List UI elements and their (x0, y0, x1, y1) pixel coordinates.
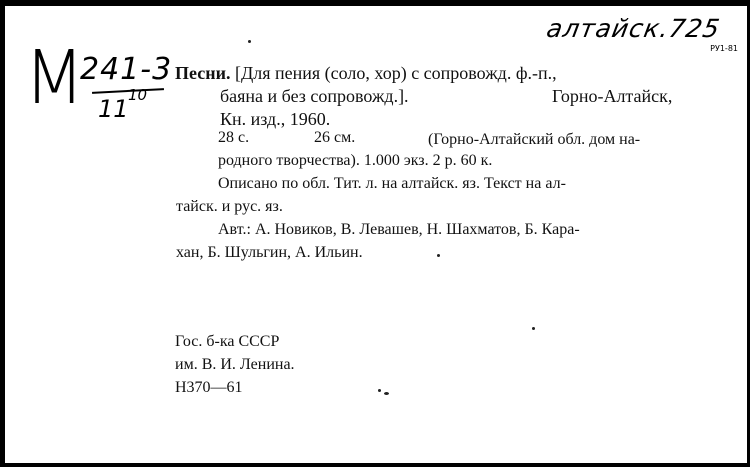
entry-line-2: баяна и без сопровожд.]. (220, 86, 409, 106)
speck (378, 389, 381, 392)
collation-line-2: родного творчества). 1.000 экз. 2 р. 60 к. (218, 152, 493, 169)
note-line-1: Описано по обл. Тит. л. на алтайск. яз. Текст на ал- (218, 175, 566, 192)
collation-size: 26 см. (314, 129, 356, 146)
handwritten-shelf-letter: М (24, 35, 85, 121)
handwritten-shelf-code-top: 241-3 (80, 52, 173, 87)
authors-line-1: Авт.: А. Новиков, В. Левашев, Н. Шахматов, Б. Кара- (218, 221, 580, 238)
speck (532, 327, 535, 330)
handwritten-top-note: алтайск.725 (544, 14, 723, 43)
collation-pages: 28 с. (218, 129, 250, 146)
note-line-2: тайск. и рус. яз. (176, 198, 283, 215)
speck (437, 254, 440, 257)
collation-publisher: (Горно-Алтайский обл. дом на- (428, 131, 641, 148)
library-line-3: Н370—61 (175, 379, 243, 396)
speck (248, 40, 251, 43)
library-line-2: им. В. И. Ленина. (175, 356, 295, 373)
speck (384, 392, 389, 395)
entry-line-2-place: Горно-Алтайск, (552, 86, 673, 106)
authors-line-2: хан, Б. Шульгин, А. Ильин. (176, 244, 363, 261)
handwritten-shelf-code-sup: 10 (128, 86, 148, 104)
entry-line-3: Кн. изд., 1960. (220, 109, 331, 129)
library-line-1: Гос. б-ка СССР (175, 333, 280, 350)
entry-line-1-rest: [Для пения (соло, хор) с сопровожд. ф.-п., (234, 63, 557, 83)
entry-title-word: Песни. (175, 63, 231, 83)
handwritten-shelf-code-bottom: 11 (98, 95, 129, 123)
entry-line-1 (175, 62, 557, 84)
handwritten-top-small-note: РУ1-81 (710, 44, 738, 53)
